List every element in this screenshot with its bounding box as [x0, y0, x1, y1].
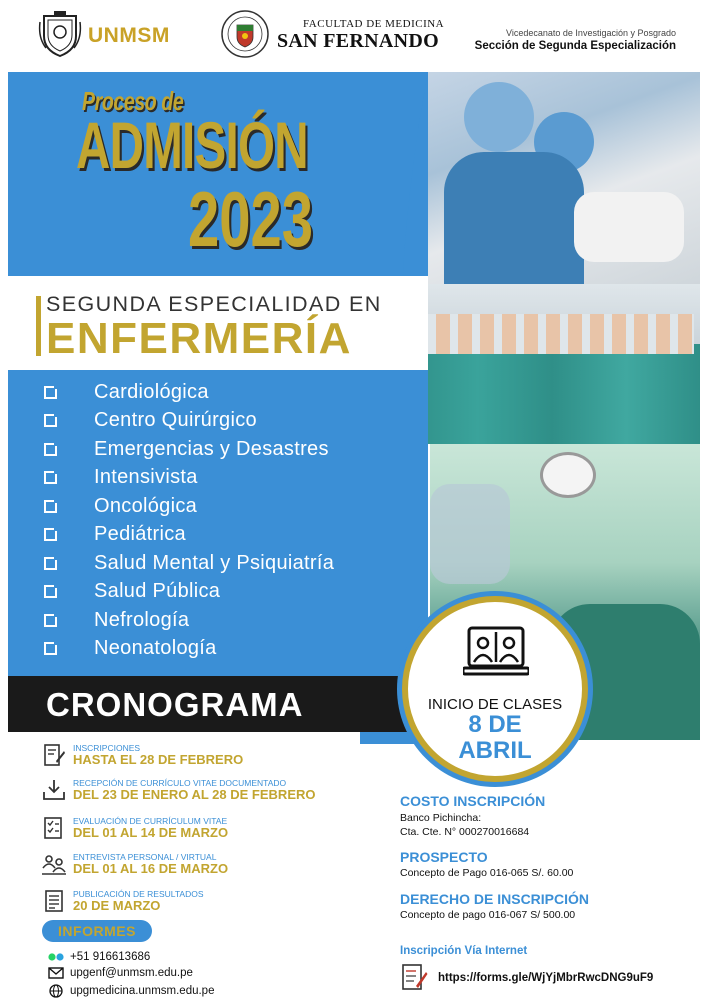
checkbox-icon: [44, 642, 57, 655]
internet-title: Inscripción Vía Internet: [400, 945, 528, 957]
mail-icon: [48, 966, 64, 980]
registration-link[interactable]: https://forms.gle/WjYjMbrRwcDNG9uF9: [438, 972, 654, 984]
interview-icon: [42, 852, 66, 876]
list-item: Salud Pública: [44, 578, 334, 607]
program-title: ENFERMERÍA: [46, 314, 352, 363]
list-item: Centro Quirúrgico: [44, 407, 334, 436]
prospecto-text: Concepto de Pago 016-065 S/. 60.00: [400, 867, 574, 879]
checkbox-icon: [44, 443, 57, 456]
brand-name: UNMSM: [88, 24, 170, 47]
faculty-top-text: FACULTAD DE MEDICINA: [303, 18, 445, 30]
list-item: Nefrología: [44, 606, 334, 635]
seccion-text: Sección de Segunda Especialización: [474, 40, 676, 52]
faculty-name: SAN FERNANDO: [277, 30, 439, 52]
admision-title: ADMISIÓN: [76, 108, 308, 182]
checkbox-icon: [44, 614, 57, 627]
checkbox-icon: [44, 471, 57, 484]
list-item: Neonatología: [44, 635, 334, 664]
video-call-icon: [463, 626, 529, 678]
badge-date-day: 8 DE: [468, 711, 522, 738]
derecho-text: Concepto de pago 016-067 S/ 500.00: [400, 909, 576, 921]
start-date-badge: [402, 596, 588, 782]
informes-pill: INFORMES: [42, 920, 152, 942]
accent-bar: [36, 296, 41, 356]
badge-label: INICIO DE CLASES: [427, 696, 563, 713]
globe-icon: [48, 984, 64, 998]
list-item: Oncológica: [44, 492, 334, 521]
download-tray-icon: [42, 778, 66, 802]
bank-name: Banco Pichincha:: [400, 812, 482, 824]
list-item: Cardiológica: [44, 378, 334, 407]
checkbox-icon: [44, 585, 57, 598]
program-subtitle: SEGUNDA ESPECIALIDAD EN: [46, 292, 382, 316]
vicedecanato-text: Vicedecanato de Investigación y Posgrado: [506, 28, 676, 38]
checkbox-icon: [44, 500, 57, 513]
checkbox-icon: [44, 414, 57, 427]
specialties-list: [44, 378, 334, 663]
checkbox-icon: [44, 528, 57, 541]
contact-email[interactable]: upgenf@unmsm.edu.pe: [48, 966, 193, 980]
whatsapp-telegram-icon: [48, 950, 64, 964]
checkbox-icon: [44, 557, 57, 570]
prospecto-title: PROSPECTO: [400, 849, 488, 865]
derecho-title: DERECHO DE INSCRIPCIÓN: [400, 891, 590, 907]
badge-date-month: ABRIL: [458, 737, 532, 765]
bank-account: Cta. Cte. N° 000270016684: [400, 826, 530, 838]
form-pencil-icon: [42, 743, 66, 767]
form-pencil-icon: [400, 962, 428, 992]
cronograma-title: CRONOGRAMA: [46, 686, 304, 723]
header: [0, 0, 712, 68]
contact-phone: +51 916613686: [48, 950, 150, 964]
list-item: Salud Mental y Psiquiatría: [44, 549, 334, 578]
list-item: Pediátrica: [44, 521, 334, 550]
unmsm-crest-logo: [38, 10, 82, 58]
checkbox-icon: [44, 386, 57, 399]
document-list-icon: [42, 889, 66, 913]
costo-title: COSTO INSCRIPCIÓN: [400, 793, 546, 809]
badge-date: [408, 712, 582, 765]
faculty-seal-logo: [220, 9, 270, 59]
list-item: Intensivista: [44, 464, 334, 493]
contact-web[interactable]: upgmedicina.unmsm.edu.pe: [48, 984, 214, 998]
admission-year: 2023: [188, 175, 313, 263]
checklist-icon: [42, 816, 66, 840]
list-item: Emergencias y Desastres: [44, 435, 334, 464]
proceso-text: Proceso de: [82, 86, 184, 116]
